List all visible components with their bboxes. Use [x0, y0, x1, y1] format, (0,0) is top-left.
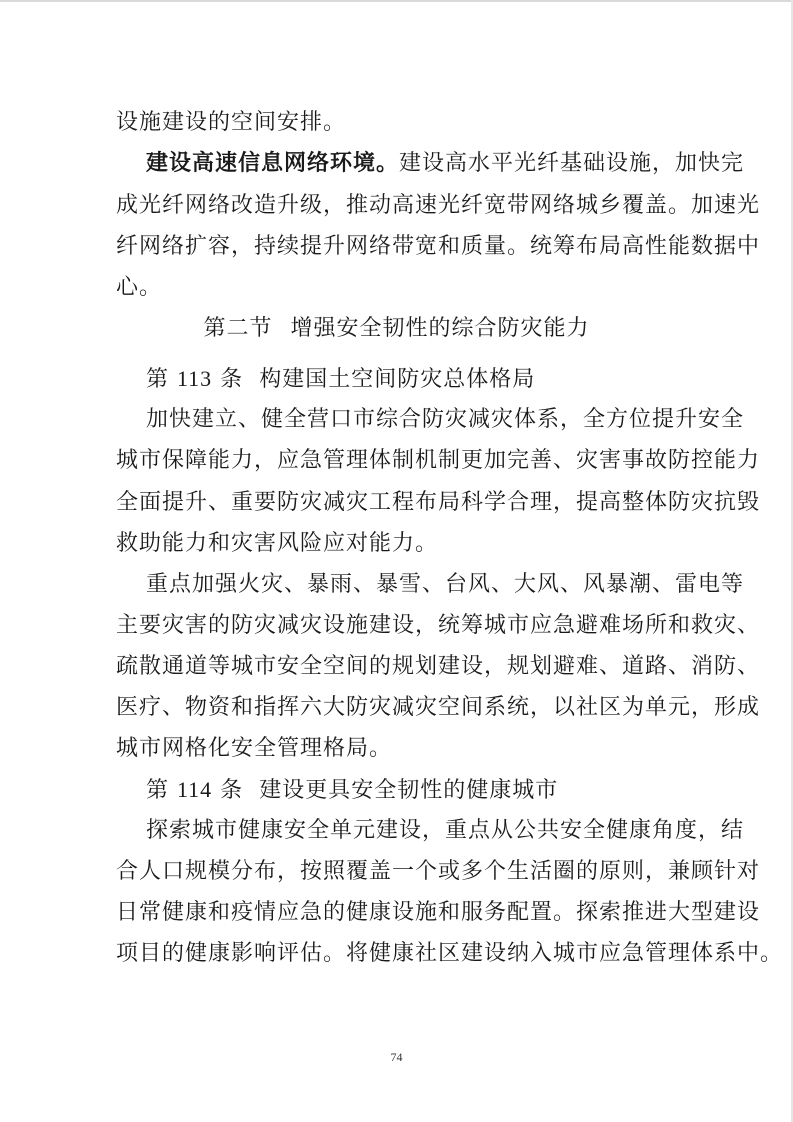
- paragraph-text: 建设高水平光纤基础设施，加快完: [399, 151, 745, 176]
- paragraph-line: 医疗、物资和指挥六大防灾减灾空间系统，以社区为单元，形成: [116, 695, 761, 720]
- section-number: 第二节: [203, 316, 273, 341]
- section-title: 增强安全韧性的综合防灾能力: [290, 316, 590, 341]
- article-number: 114: [177, 777, 213, 802]
- article-heading: [146, 775, 558, 806]
- section-heading: [0, 313, 793, 345]
- article-label: 第: [146, 367, 177, 392]
- paragraph-line: 重点加强火灾、暴雨、暴雪、台风、大风、风暴潮、雷电等: [146, 572, 745, 597]
- paragraph-line: 日常健康和疫情应急的健康设施和服务配置。探索推进大型建设: [116, 900, 761, 925]
- article-number: 113: [177, 366, 213, 391]
- paragraph-line: 成光纤网络改造升级，推动高速光纤宽带网络城乡覆盖。加速光: [116, 193, 761, 218]
- paragraph-line: 救助能力和灾害风险应对能力。: [116, 531, 439, 556]
- page-number: 74: [390, 1050, 403, 1064]
- paragraph-line: 合人口规模分布，按照覆盖一个或多个生活圈的原则，兼顾针对: [116, 859, 761, 884]
- paragraph-line: 心。: [116, 275, 163, 300]
- paragraph-line: [146, 149, 744, 179]
- paragraph-line: 设施建设的空间安排。: [116, 110, 347, 135]
- paragraph-line: 项目的健康影响评估。将健康社区建设纳入城市应急管理体系中。: [116, 941, 784, 966]
- paragraph-line: 加快建立、健全营口市综合防灾减灾体系，全方位提升安全: [146, 407, 745, 432]
- paragraph-line: 主要灾害的防灾减灾设施建设，统筹城市应急避难场所和救灾、: [116, 613, 761, 638]
- scan-edge-top: [0, 0, 793, 2]
- article-suffix: 条: [212, 778, 244, 803]
- paragraph-line: 纤网络扩容，持续提升网络带宽和质量。统筹布局高性能数据中: [116, 234, 761, 259]
- paragraph-line: 探索城市健康安全单元建设，重点从公共安全健康角度，结: [146, 818, 745, 843]
- paragraph-line: 城市保障能力，应急管理体制机制更加完善、灾害事故防控能力: [116, 448, 761, 473]
- article-title: 构建国土空间防灾总体格局: [259, 367, 536, 392]
- paragraph-line: 全面提升、重要防灾减灾工程布局科学合理，提高整体防灾抗毁: [116, 490, 761, 515]
- article-label: 第: [146, 778, 177, 803]
- article-heading: [146, 364, 535, 395]
- paragraph-line: 城市网格化安全管理格局。: [116, 736, 393, 761]
- article-suffix: 条: [212, 367, 244, 392]
- bold-lead-text: 建设高速信息网络环境。: [146, 151, 400, 176]
- article-title: 建设更具安全韧性的健康城市: [259, 778, 559, 803]
- paragraph-line: 疏散通道等城市安全空间的规划建设，规划避难、道路、消防、: [116, 654, 761, 679]
